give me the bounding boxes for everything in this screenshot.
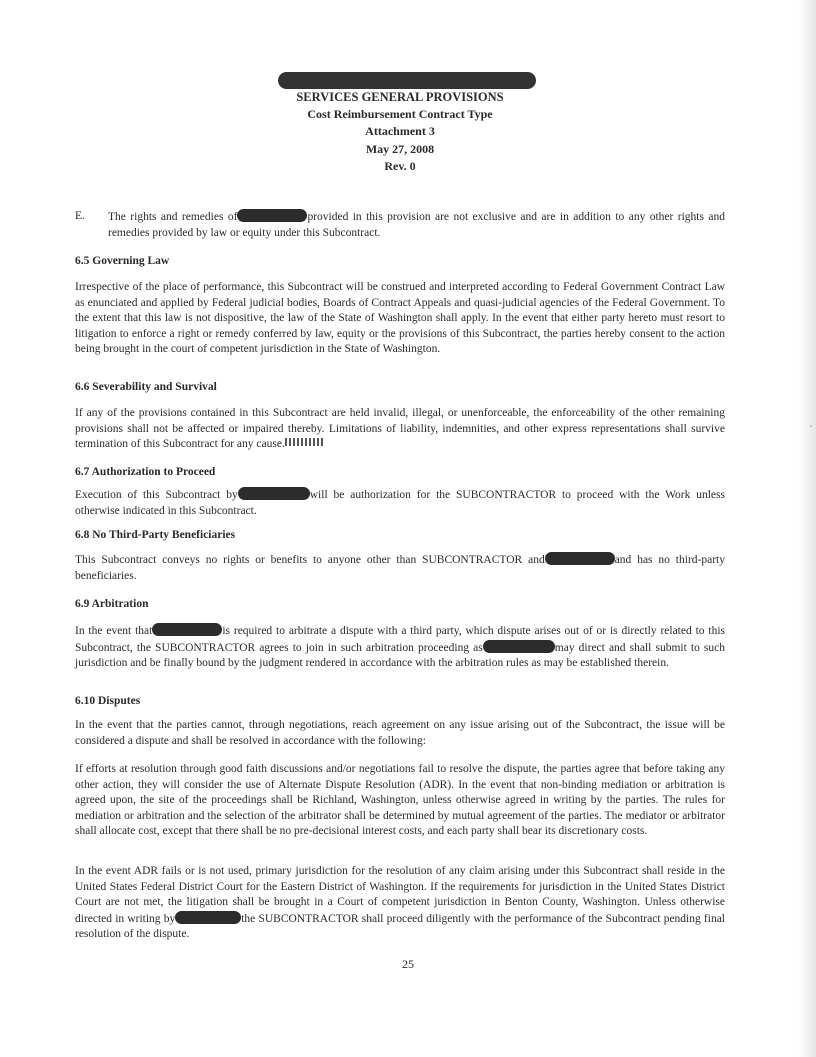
item-e-text-after: provided in this provision are not exclusive and are in addition to any other rights and remedies provided by law or equity under this Subcontract. xyxy=(108,211,725,239)
header-redaction xyxy=(278,72,536,89)
item-e-letter: E. xyxy=(75,210,85,222)
section-6-7-text-after: will be authorization for the SUBCONTRACTOR to proceed with the Work unless otherwise indicated in this Subcontract. xyxy=(75,489,725,517)
section-6-8-text-after: and has no third-party beneficiaries. xyxy=(75,554,725,582)
section-6-7-body xyxy=(75,487,725,519)
section-6-5-body: Irrespective of the place of performance, this Subcontract will be construed and interpreted according to Federal Government Contract Law as enunciated and applied by Federal judicial bodies, Boards of Contract Appeals and quasi-judicial agencies of the Federal Government. To the extent that this law is not dispositive, the law of the State of Washington shall apply. In the event that either party hereto must resort to litigation to enforce a right or remedy conferred by law, equity or the provisions of this Subcontract, the parties hereby consent to the action being brought in the court of competent jurisdiction in the State of Washington. xyxy=(75,281,725,355)
doc-title: SERVICES GENERAL PROVISIONS xyxy=(296,90,504,104)
section-6-9-t2: is required to arbitrate a dispute with a third party, which dispute arises out of or is directly related to this Subcontract, the SUBCONTRACTOR agrees to join in such arbitration proceeding as xyxy=(75,625,725,654)
redaction xyxy=(238,487,310,500)
section-6-10-p3-before: In the event ADR fails or is not used, primary jurisdiction for the resolution of any claim arising under this Subcontract shall reside in the United States Federal District Court for the Eastern District of Washington. If the requirements for jurisdiction in the United States District Court are not met, the litigation shall be brought in a Court of competent jurisdiction in Benton County, Washington. Unless otherwise directed in writing by xyxy=(75,865,725,925)
section-6-10-heading: 6.10 Disputes xyxy=(75,695,141,707)
item-e xyxy=(75,209,725,241)
section-6-9-heading: 6.9 Arbitration xyxy=(75,598,149,610)
section-6-8-text-before: This Subcontract conveys no rights or benefits to anyone other than SUBCONTRACTOR and xyxy=(75,554,545,566)
redaction xyxy=(152,623,222,636)
section-6-7-text-before: Execution of this Subcontract by xyxy=(75,489,238,501)
section-6-6-heading: 6.6 Severability and Survival xyxy=(75,381,217,393)
page-number: 25 xyxy=(402,957,414,971)
redaction xyxy=(483,640,555,653)
doc-subtitle: Cost Reimbursement Contract Type xyxy=(307,107,493,121)
section-6-6-text: If any of the provisions contained in this Subcontract are held invalid, illegal, or unenforceable, the enforceability of the other remaining provisions shall not be affected or impaired thereby. Limitations of liability, indemnities, and other express representations shall survive termination of this Subcontract for any cause. xyxy=(75,407,725,450)
section-6-8-heading: 6.8 No Third-Party Beneficiaries xyxy=(75,529,236,541)
section-6-10-p3 xyxy=(75,864,725,943)
page-edge-shadow xyxy=(798,0,816,1057)
section-6-6-body xyxy=(75,406,725,453)
section-6-7-heading: 6.7 Authorization to Proceed xyxy=(75,466,216,478)
section-6-10-p2: If efforts at resolution through good faith discussions and/or negotiations fail to resolve the dispute, the parties agree that before taking any other action, they will consider the use of Alternate Dispute Resolution (ADR). In the event that non-binding mediation or arbitration is agreed upon, the site of the proceedings shall be Richland, Washington, unless otherwise agreed in writing by the parties. The rules for mediation or arbitration and the selection of the arbitrator shall be determined by mutual agreement of the parties. The mediator or arbitrator shall allocate cost, except that there shall be no pre-decisional interest costs, and each party shall bear its discretionary costs. xyxy=(75,763,725,837)
handwritten-scribble xyxy=(285,438,323,446)
scan-speck xyxy=(810,425,812,427)
redaction xyxy=(237,209,307,222)
section-6-9-t1: In the event that xyxy=(75,625,153,637)
doc-attachment: Attachment 3 xyxy=(365,124,435,138)
redaction xyxy=(175,911,241,924)
section-6-9-body xyxy=(75,623,725,672)
redaction xyxy=(545,552,615,565)
item-e-text-before: The rights and remedies of xyxy=(108,211,238,223)
section-6-10-p1: In the event that the parties cannot, through negotiations, reach agreement on any issue arising out of the Subcontract, the issue will be considered a dispute and shall be resolved in accordance with the following: xyxy=(75,719,725,747)
doc-revision: Rev. 0 xyxy=(384,159,416,173)
section-6-10-p3-after: the SUBCONTRACTOR shall proceed diligently with the performance of the Subcontract pending final resolution of the dispute. xyxy=(75,912,725,940)
section-6-8-body xyxy=(75,552,725,584)
section-6-5-heading: 6.5 Governing Law xyxy=(75,255,170,267)
doc-date: May 27, 2008 xyxy=(365,142,435,156)
section-6-9-t3: may direct and shall submit to such jurisdiction and be finally bound by the judgment rendered in accordance with the arbitration rules as may be established therein. xyxy=(75,641,725,669)
